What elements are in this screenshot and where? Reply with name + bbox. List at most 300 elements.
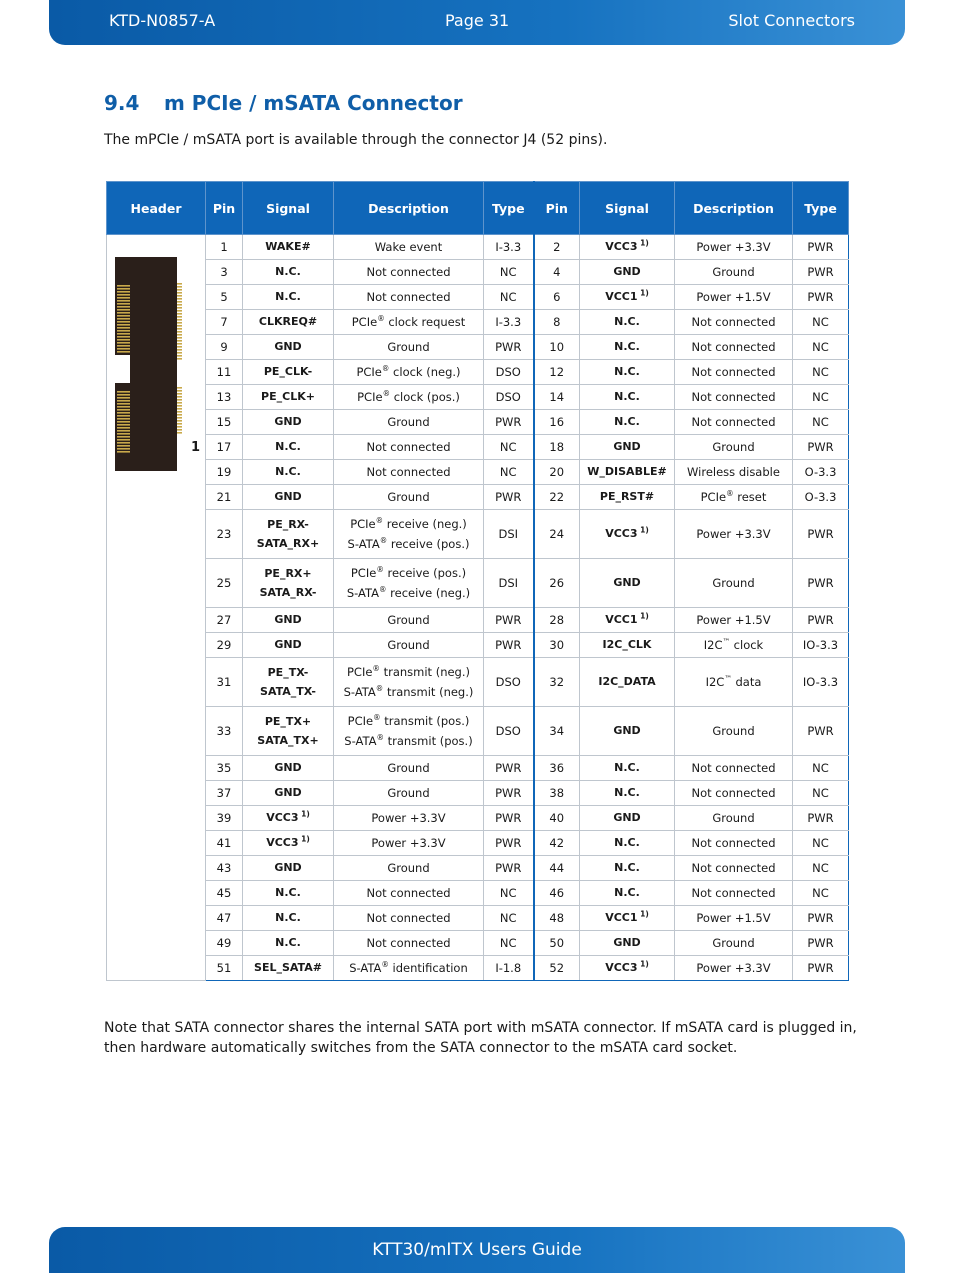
trademark-mark: ™ bbox=[724, 674, 732, 684]
connector-pin bbox=[117, 427, 130, 429]
connector-pin bbox=[177, 402, 182, 404]
signal-cell: GND bbox=[243, 335, 334, 360]
connector-pin bbox=[177, 286, 182, 288]
table-row bbox=[107, 360, 849, 385]
type-cell: NC bbox=[484, 931, 534, 956]
connector-pin bbox=[117, 330, 130, 332]
signal-cell: PE_RX- SATA_RX+ bbox=[243, 510, 334, 559]
pin-number-cell: 24 bbox=[534, 510, 580, 559]
connector-pin bbox=[117, 324, 130, 326]
description-cell: Ground bbox=[334, 856, 484, 881]
type-cell: NC bbox=[793, 385, 849, 410]
signal-cell: I2C_DATA bbox=[580, 658, 675, 707]
description-cell: Power +3.3V bbox=[675, 235, 793, 260]
pin-number-cell: 8 bbox=[534, 310, 580, 335]
description-cell: PCIe® clock (pos.) bbox=[334, 385, 484, 410]
signal-cell: PE_CLK+ bbox=[243, 385, 334, 410]
connector-pin bbox=[177, 390, 182, 392]
table-row bbox=[107, 460, 849, 485]
pin-number-cell: 33 bbox=[206, 707, 243, 756]
description-cell: Ground bbox=[675, 806, 793, 831]
pin-number-cell: 19 bbox=[206, 460, 243, 485]
type-cell: NC bbox=[793, 881, 849, 906]
connector-pin bbox=[117, 409, 130, 411]
connector-pin bbox=[177, 405, 182, 407]
description-cell: Not connected bbox=[675, 410, 793, 435]
description-cell: PCIe® transmit (pos.) S-ATA® transmit (pos.) bbox=[334, 707, 484, 756]
signal-cell: N.C. bbox=[580, 781, 675, 806]
type-cell: O-3.3 bbox=[793, 460, 849, 485]
pin-number-cell: 11 bbox=[206, 360, 243, 385]
pin-number-cell: 18 bbox=[534, 435, 580, 460]
pin-number-cell: 43 bbox=[206, 856, 243, 881]
connector-pin bbox=[177, 429, 182, 431]
section-number: 9.4 bbox=[104, 91, 140, 115]
description-cell: Not connected bbox=[334, 906, 484, 931]
type-cell: PWR bbox=[793, 559, 849, 608]
table-row bbox=[107, 856, 849, 881]
table-row bbox=[107, 285, 849, 310]
table-row bbox=[107, 707, 849, 756]
connector-pin bbox=[177, 346, 182, 348]
header-col-signal: Signal bbox=[243, 182, 334, 235]
description-cell: Power +3.3V bbox=[675, 956, 793, 981]
page-number: Page 31 bbox=[445, 11, 510, 30]
type-cell: DSO bbox=[484, 385, 534, 410]
description-cell: I2C™ clock bbox=[675, 633, 793, 658]
connector-pin bbox=[177, 304, 182, 306]
type-cell: NC bbox=[793, 410, 849, 435]
connector-pin bbox=[117, 345, 130, 347]
pin-number-cell: 39 bbox=[206, 806, 243, 831]
table-row bbox=[107, 385, 849, 410]
type-cell: NC bbox=[484, 285, 534, 310]
footer-title: KTT30/mITX Users Guide bbox=[372, 1240, 582, 1260]
signal-cell: GND bbox=[580, 559, 675, 608]
table-row bbox=[107, 633, 849, 658]
pin-number-cell: 2 bbox=[534, 235, 580, 260]
type-cell: NC bbox=[793, 756, 849, 781]
trademark-mark: ® bbox=[381, 960, 389, 970]
description-cell: Ground bbox=[334, 335, 484, 360]
connector-pin bbox=[117, 348, 130, 350]
signal-cell: N.C. bbox=[580, 385, 675, 410]
signal-cell: GND bbox=[243, 781, 334, 806]
signal-cell: VCC1 $^{1)}$ bbox=[580, 285, 675, 310]
pin-number-cell: 5 bbox=[206, 285, 243, 310]
type-cell: PWR bbox=[793, 260, 849, 285]
connector-pin bbox=[117, 297, 130, 299]
pin-number-cell: 21 bbox=[206, 485, 243, 510]
connector-pin bbox=[177, 310, 182, 312]
connector-drawing bbox=[115, 257, 185, 475]
description-cell: Not connected bbox=[675, 856, 793, 881]
connector-pin bbox=[117, 418, 130, 420]
connector-pin bbox=[177, 298, 182, 300]
pin-number-cell: 10 bbox=[534, 335, 580, 360]
connector-pin bbox=[177, 337, 182, 339]
trademark-mark: ® bbox=[377, 314, 385, 324]
type-cell: NC bbox=[793, 831, 849, 856]
description-cell: Ground bbox=[334, 781, 484, 806]
description-cell: Ground bbox=[675, 559, 793, 608]
connector-pin bbox=[117, 451, 130, 453]
connector-pin bbox=[117, 327, 130, 329]
description-cell: PCIe® clock request bbox=[334, 310, 484, 335]
footnote-mark: 1) bbox=[637, 238, 649, 248]
description-cell: Power +1.5V bbox=[675, 285, 793, 310]
connector-pin bbox=[177, 343, 182, 345]
description-cell: S-ATA® identification bbox=[334, 956, 484, 981]
pin-number-cell: 37 bbox=[206, 781, 243, 806]
connector-pin bbox=[177, 417, 182, 419]
connector-pin bbox=[117, 391, 130, 393]
page-footer bbox=[49, 1227, 905, 1273]
connector-pin bbox=[117, 397, 130, 399]
pin-number-cell: 16 bbox=[534, 410, 580, 435]
table-row bbox=[107, 510, 849, 559]
connector-pin bbox=[117, 333, 130, 335]
type-cell: NC bbox=[484, 435, 534, 460]
pin-number-cell: 38 bbox=[534, 781, 580, 806]
type-cell: NC bbox=[793, 360, 849, 385]
connector-pin bbox=[177, 292, 182, 294]
connector-pin bbox=[177, 328, 182, 330]
pin-number-cell: 45 bbox=[206, 881, 243, 906]
signal-cell: I2C_CLK bbox=[580, 633, 675, 658]
connector-pin bbox=[117, 430, 130, 432]
signal-cell: GND bbox=[243, 856, 334, 881]
signal-cell: N.C. bbox=[580, 335, 675, 360]
connector-pin bbox=[117, 436, 130, 438]
connector-pin bbox=[117, 306, 130, 308]
description-cell: Not connected bbox=[675, 335, 793, 360]
signal-cell: N.C. bbox=[243, 260, 334, 285]
type-cell: PWR bbox=[484, 633, 534, 658]
description-cell: Wireless disable bbox=[675, 460, 793, 485]
description-cell: Power +3.3V bbox=[334, 831, 484, 856]
connector-pin bbox=[177, 283, 182, 285]
connector-image-cell bbox=[107, 235, 206, 981]
type-cell: PWR bbox=[793, 285, 849, 310]
type-cell: PWR bbox=[793, 707, 849, 756]
pin-number-cell: 36 bbox=[534, 756, 580, 781]
connector-pin bbox=[117, 448, 130, 450]
pin-number-cell: 4 bbox=[534, 260, 580, 285]
description-cell: Ground bbox=[334, 633, 484, 658]
pin-number-cell: 20 bbox=[534, 460, 580, 485]
trademark-mark: ® bbox=[375, 684, 384, 694]
section-name: Slot Connectors bbox=[728, 11, 855, 30]
trademark-mark: ™ bbox=[722, 637, 731, 647]
connector-pin bbox=[177, 289, 182, 291]
header-col-type: Type bbox=[484, 182, 534, 235]
trademark-mark: ® bbox=[373, 713, 381, 723]
connector-pin bbox=[177, 334, 182, 336]
signal-cell: N.C. bbox=[580, 756, 675, 781]
connector-pin bbox=[177, 322, 182, 324]
trademark-mark: ® bbox=[375, 516, 384, 526]
signal-cell: WAKE# bbox=[243, 235, 334, 260]
connector-pin bbox=[177, 432, 182, 434]
signal-cell: PE_CLK- bbox=[243, 360, 334, 385]
signal-cell: N.C. bbox=[243, 435, 334, 460]
type-cell: I-3.3 bbox=[484, 235, 534, 260]
connector-pin bbox=[117, 336, 130, 338]
signal-cell: GND bbox=[580, 260, 675, 285]
type-cell: PWR bbox=[484, 608, 534, 633]
table-row bbox=[107, 235, 849, 260]
description-cell: Ground bbox=[334, 608, 484, 633]
signal-cell: VCC1 $^{1)}$ bbox=[580, 906, 675, 931]
description-cell: Not connected bbox=[334, 460, 484, 485]
connector-pin bbox=[117, 445, 130, 447]
description-cell: Power +3.3V bbox=[334, 806, 484, 831]
connector-pin bbox=[117, 288, 130, 290]
signal-cell: PE_RST# bbox=[580, 485, 675, 510]
signal-cell: N.C. bbox=[580, 310, 675, 335]
pin-number-cell: 17 bbox=[206, 435, 243, 460]
signal-cell: PE_TX- SATA_TX- bbox=[243, 658, 334, 707]
signal-cell: N.C. bbox=[580, 881, 675, 906]
type-cell: PWR bbox=[793, 510, 849, 559]
type-cell: PWR bbox=[793, 608, 849, 633]
type-cell: DSO bbox=[484, 658, 534, 707]
description-cell: Power +1.5V bbox=[675, 608, 793, 633]
pin-number-cell: 46 bbox=[534, 881, 580, 906]
description-cell: Wake event bbox=[334, 235, 484, 260]
signal-cell: VCC3 $^{1)}$ bbox=[243, 806, 334, 831]
table-row bbox=[107, 485, 849, 510]
connector-pin bbox=[177, 408, 182, 410]
type-cell: I-1.8 bbox=[484, 956, 534, 981]
footnote-mark: 1) bbox=[637, 611, 649, 621]
pin-number-cell: 29 bbox=[206, 633, 243, 658]
pin-number-cell: 6 bbox=[534, 285, 580, 310]
pin-number-cell: 42 bbox=[534, 831, 580, 856]
pin-number-cell: 15 bbox=[206, 410, 243, 435]
table-row bbox=[107, 881, 849, 906]
signal-cell: GND bbox=[243, 756, 334, 781]
type-cell: I-3.3 bbox=[484, 310, 534, 335]
description-cell: Not connected bbox=[334, 435, 484, 460]
connector-pin bbox=[117, 400, 130, 402]
type-cell: NC bbox=[484, 260, 534, 285]
connector-pin bbox=[177, 340, 182, 342]
section-title-text: m PCIe / mSATA Connector bbox=[164, 91, 463, 115]
connector-pin bbox=[177, 399, 182, 401]
signal-cell: N.C. bbox=[243, 460, 334, 485]
description-cell: Not connected bbox=[334, 931, 484, 956]
connector-pin bbox=[177, 426, 182, 428]
pin-number-cell: 41 bbox=[206, 831, 243, 856]
description-cell: Not connected bbox=[675, 831, 793, 856]
type-cell: PWR bbox=[484, 781, 534, 806]
signal-cell: VCC3 $^{1)}$ bbox=[580, 235, 675, 260]
pin-number-cell: 49 bbox=[206, 931, 243, 956]
footnote-mark: 1) bbox=[298, 834, 310, 844]
trademark-mark: ® bbox=[372, 664, 380, 674]
pin-number-cell: 31 bbox=[206, 658, 243, 707]
pin-number-cell: 12 bbox=[534, 360, 580, 385]
table-row bbox=[107, 931, 849, 956]
table-row bbox=[107, 410, 849, 435]
type-cell: DSO bbox=[484, 360, 534, 385]
description-cell: PCIe® reset bbox=[675, 485, 793, 510]
type-cell: PWR bbox=[793, 235, 849, 260]
connector-pin bbox=[177, 396, 182, 398]
document-id: KTD-N0857-A bbox=[109, 11, 216, 30]
description-cell: Ground bbox=[334, 756, 484, 781]
description-cell: Ground bbox=[334, 410, 484, 435]
trademark-mark: ® bbox=[382, 389, 391, 399]
connector-pin bbox=[117, 321, 130, 323]
trademark-mark: ® bbox=[376, 565, 384, 575]
connector-pin bbox=[117, 394, 130, 396]
description-cell: PCIe® receive (pos.) S-ATA® receive (neg.) bbox=[334, 559, 484, 608]
type-cell: DSI bbox=[484, 510, 534, 559]
type-cell: PWR bbox=[484, 756, 534, 781]
type-cell: PWR bbox=[793, 931, 849, 956]
trademark-mark: ® bbox=[376, 733, 384, 743]
connector-pin bbox=[117, 439, 130, 441]
type-cell: PWR bbox=[793, 435, 849, 460]
table-row bbox=[107, 310, 849, 335]
type-cell: PWR bbox=[793, 806, 849, 831]
signal-cell: N.C. bbox=[243, 906, 334, 931]
description-cell: Not connected bbox=[334, 881, 484, 906]
type-cell: PWR bbox=[484, 335, 534, 360]
signal-cell: GND bbox=[243, 608, 334, 633]
connector-pin bbox=[117, 406, 130, 408]
pin-number-cell: 14 bbox=[534, 385, 580, 410]
table-row bbox=[107, 608, 849, 633]
signal-cell: N.C. bbox=[243, 931, 334, 956]
type-cell: NC bbox=[793, 856, 849, 881]
connector-pin bbox=[177, 355, 182, 357]
pin-number-cell: 52 bbox=[534, 956, 580, 981]
signal-cell: W_DISABLE# bbox=[580, 460, 675, 485]
signal-cell: PE_TX+ SATA_TX+ bbox=[243, 707, 334, 756]
signal-cell: VCC3 $^{1)}$ bbox=[580, 510, 675, 559]
connector-pin bbox=[117, 415, 130, 417]
connector-pin bbox=[177, 349, 182, 351]
connector-pin bbox=[177, 358, 182, 360]
signal-cell: N.C. bbox=[243, 881, 334, 906]
connector-key-notch bbox=[115, 355, 130, 383]
table-row bbox=[107, 260, 849, 285]
connector-pin bbox=[117, 294, 130, 296]
description-cell: Not connected bbox=[675, 881, 793, 906]
type-cell: PWR bbox=[793, 956, 849, 981]
signal-cell: GND bbox=[243, 633, 334, 658]
footnote-mark: 1) bbox=[298, 809, 310, 819]
type-cell: IO-3.3 bbox=[793, 658, 849, 707]
connector-pin bbox=[177, 420, 182, 422]
connector-pin bbox=[177, 295, 182, 297]
connector-pin bbox=[117, 433, 130, 435]
pin1-label: 1 bbox=[191, 440, 201, 455]
connector-pin bbox=[117, 315, 130, 317]
connector-pin bbox=[177, 325, 182, 327]
connector-pin bbox=[177, 411, 182, 413]
header-col-pin: Pin bbox=[206, 182, 243, 235]
description-cell: Ground bbox=[675, 931, 793, 956]
pin-number-cell: 23 bbox=[206, 510, 243, 559]
connector-pin bbox=[117, 412, 130, 414]
description-cell: Ground bbox=[675, 435, 793, 460]
section-heading bbox=[104, 91, 463, 115]
signal-cell: CLKREQ# bbox=[243, 310, 334, 335]
type-cell: PWR bbox=[484, 806, 534, 831]
connector-pin bbox=[117, 303, 130, 305]
type-cell: DSO bbox=[484, 707, 534, 756]
pin-number-cell: 35 bbox=[206, 756, 243, 781]
pin-number-cell: 1 bbox=[206, 235, 243, 260]
type-cell: PWR bbox=[484, 410, 534, 435]
description-cell: PCIe® receive (neg.) S-ATA® receive (pos.) bbox=[334, 510, 484, 559]
connector-pin bbox=[117, 318, 130, 320]
table-header-row bbox=[107, 182, 849, 235]
table-row bbox=[107, 559, 849, 608]
signal-cell: GND bbox=[243, 485, 334, 510]
pin-number-cell: 3 bbox=[206, 260, 243, 285]
table-row bbox=[107, 435, 849, 460]
description-cell: Ground bbox=[334, 485, 484, 510]
header-col-description: Description bbox=[334, 182, 484, 235]
page-header bbox=[49, 0, 905, 45]
description-cell: Not connected bbox=[675, 360, 793, 385]
type-cell: PWR bbox=[793, 906, 849, 931]
type-cell: PWR bbox=[484, 485, 534, 510]
signal-cell: N.C. bbox=[580, 410, 675, 435]
signal-cell: N.C. bbox=[580, 831, 675, 856]
pinout-table bbox=[106, 181, 849, 981]
pin-number-cell: 44 bbox=[534, 856, 580, 881]
connector-pin bbox=[177, 331, 182, 333]
description-cell: Not connected bbox=[334, 260, 484, 285]
signal-cell: GND bbox=[580, 931, 675, 956]
description-cell: PCIe® transmit (neg.) S-ATA® transmit (neg.) bbox=[334, 658, 484, 707]
pin-number-cell: 48 bbox=[534, 906, 580, 931]
description-cell: PCIe® clock (neg.) bbox=[334, 360, 484, 385]
pin-number-cell: 51 bbox=[206, 956, 243, 981]
connector-pin bbox=[177, 313, 182, 315]
type-cell: O-3.3 bbox=[793, 485, 849, 510]
description-cell: Not connected bbox=[675, 781, 793, 806]
description-cell: Power +3.3V bbox=[675, 510, 793, 559]
connector-pin bbox=[117, 285, 130, 287]
table-row bbox=[107, 781, 849, 806]
intro-paragraph: The mPCIe / mSATA port is available through the connector J4 (52 pins). bbox=[104, 132, 608, 148]
connector-pin bbox=[177, 387, 182, 389]
description-cell: I2C™ data bbox=[675, 658, 793, 707]
connector-pin bbox=[117, 300, 130, 302]
connector-pin bbox=[177, 319, 182, 321]
trademark-mark: ® bbox=[379, 536, 388, 546]
signal-cell: VCC1 $^{1)}$ bbox=[580, 608, 675, 633]
connector-pin bbox=[117, 309, 130, 311]
signal-cell: GND bbox=[580, 707, 675, 756]
header-col-pin-2: Pin bbox=[534, 182, 580, 235]
footnote-mark: 1) bbox=[637, 288, 649, 298]
description-cell: Not connected bbox=[675, 385, 793, 410]
connector-pin bbox=[177, 301, 182, 303]
signal-cell: VCC3 $^{1)}$ bbox=[580, 956, 675, 981]
type-cell: PWR bbox=[484, 856, 534, 881]
connector-pin bbox=[117, 312, 130, 314]
pin-number-cell: 27 bbox=[206, 608, 243, 633]
